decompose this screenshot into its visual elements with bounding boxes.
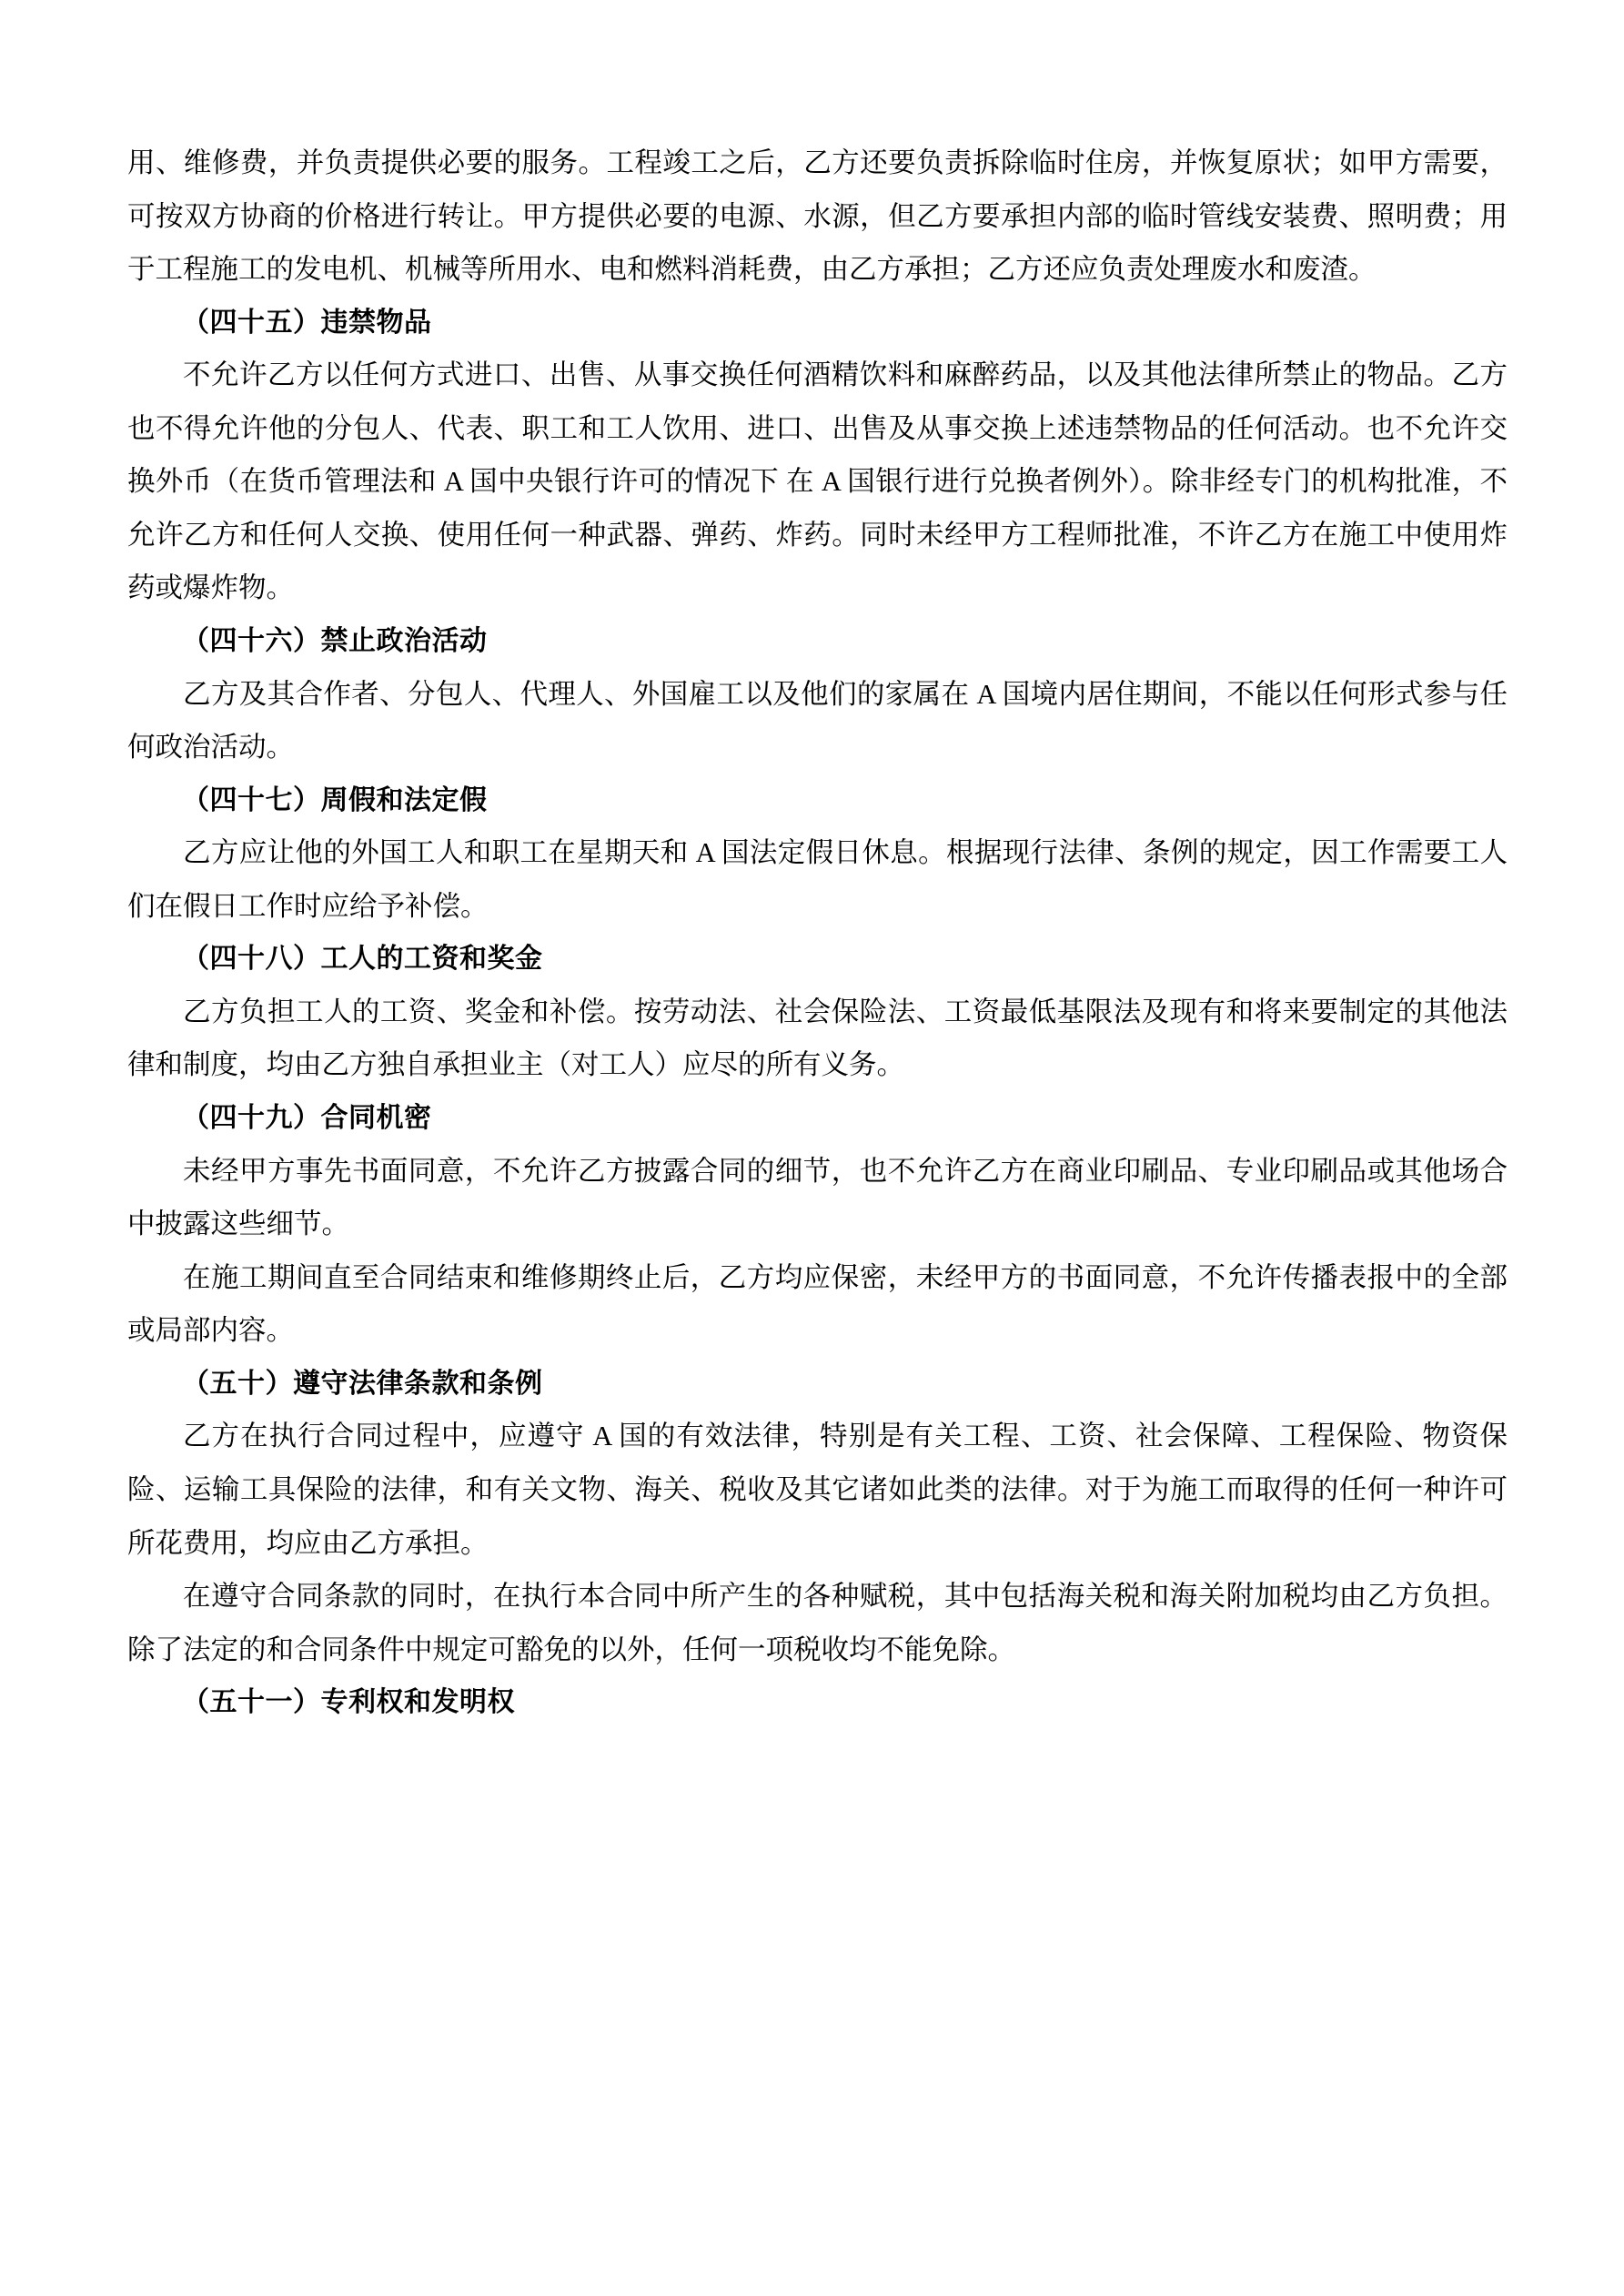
section-heading: （四十八）工人的工资和奖金	[182, 944, 543, 975]
section-heading: （四十五）违禁物品	[182, 307, 432, 338]
document-body	[127, 137, 1508, 1729]
section-heading: （五十一）专利权和发明权	[182, 1687, 515, 1718]
body-paragraph: 用、维修费，并负责提供必要的服务。工程竣工之后，乙方还要负责拆除临时住房，并恢复原状；如甲方需要，可按双方协商的价格进行转让。甲方提供必要的电源、水源，但乙方要承担内部的临时管线安装费、照明费；用于工程施工的发电机、机械等所用水、电和燃料消耗费，由乙方承担；乙方还应负责处理废水和废渣。	[127, 147, 1508, 286]
section-heading: （四十九）合同机密	[182, 1103, 432, 1134]
body-paragraph: 未经甲方事先书面同意，不允许乙方披露合同的细节，也不允许乙方在商业印刷品、专业印刷品或其他场合中披露这些细节。	[127, 1155, 1508, 1240]
body-paragraph: 乙方及其合作者、分包人、代理人、外国雇工以及他们的家属在 A 国境内居住期间，不能以任何形式参与任何政治活动。	[127, 678, 1508, 764]
section-heading: （四十七）周假和法定假	[182, 784, 488, 815]
body-paragraph: 乙方负担工人的工资、奖金和补偿。按劳动法、社会保险法、工资最低基限法及现有和将来要制定的其他法律和制度，均由乙方独自承担业主（对工人）应尽的所有义务。	[127, 996, 1508, 1081]
body-paragraph: 乙方应让他的外国工人和职工在星期天和 A 国法定假日休息。根据现行法律、条例的规定，因工作需要工人们在假日工作时应给予补偿。	[127, 837, 1508, 922]
section-heading: （五十）遵守法律条款和条例	[182, 1368, 543, 1399]
body-paragraph: 在遵守合同条款的同时，在执行本合同中所产生的各种赋税，其中包括海关税和海关附加税均由乙方负担。除了法定的和合同条件中规定可豁免的以外，任何一项税收均不能免除。	[127, 1581, 1508, 1665]
body-paragraph: 不允许乙方以任何方式进口、出售、从事交换任何酒精饮料和麻醉药品，以及其他法律所禁止的物品。乙方也不得允许他的分包人、代表、职工和工人饮用、进口、出售及从事交换上述违禁物品的任何活动。也不允许交换外币（在货币管理法和 A 国中央银行许可的情况下 在 A 国银行进行兑换者例外）。除非经专门的机构批准，不允许乙方和任何人交换、使用任何一种武器、弹药、炸药。同时未经甲方工程师批准，不许乙方在施工中使用炸药或爆炸物。	[127, 359, 1508, 604]
body-paragraph: 在施工期间直至合同结束和维修期终止后，乙方均应保密，未经甲方的书面同意，不允许传播表报中的全部或局部内容。	[127, 1261, 1508, 1347]
section-heading: （四十六）禁止政治活动	[182, 625, 488, 656]
body-paragraph: 乙方在执行合同过程中，应遵守 A 国的有效法律，特别是有关工程、工资、社会保障、工程保险、物资保险、运输工具保险的法律，和有关文物、海关、税收及其它诸如此类的法律。对于为施工而取得的任何一种许可所花费用，均应由乙方承担。	[127, 1421, 1508, 1559]
